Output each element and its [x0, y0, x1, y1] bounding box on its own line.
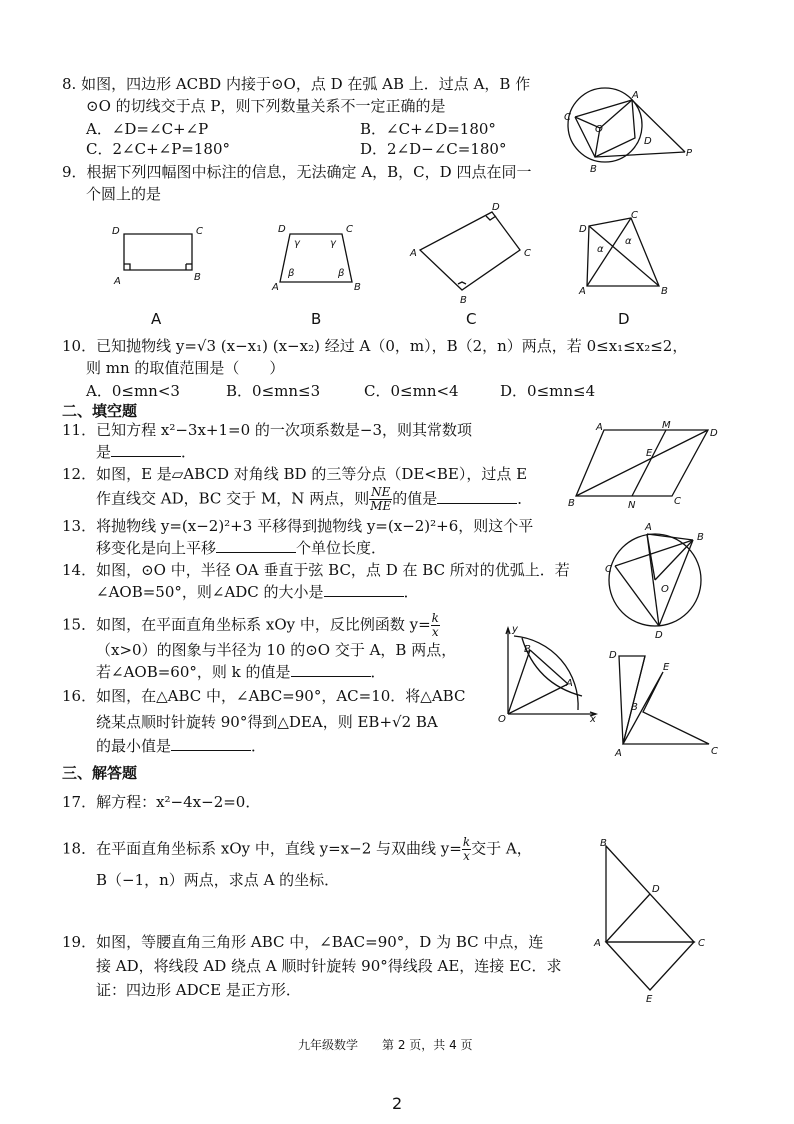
q9-figure-d: [575, 210, 675, 295]
q8-label-a: A: [632, 90, 639, 101]
q9c-label-b: B: [460, 295, 467, 306]
q9-figure-a: [108, 220, 218, 295]
q8-label-c: C: [564, 112, 571, 123]
q13-answer-blank[interactable]: [216, 538, 296, 553]
q12-line1: 12．如图，E 是▱ABCD 对角线 BD 的三等分点（DE<BE），过点 E: [62, 465, 528, 483]
q19-label-a: A: [594, 938, 601, 949]
q9a-label-a: A: [114, 276, 121, 287]
q14-answer-blank[interactable]: [324, 582, 404, 597]
q12-label-b: B: [568, 498, 575, 509]
q18-line1: [62, 836, 532, 863]
q12-figure: [568, 420, 718, 510]
q8-label-o: O: [595, 124, 603, 135]
q9c-label-c: C: [524, 248, 531, 259]
q15-answer-blank[interactable]: [291, 662, 371, 677]
q9d-label-b: B: [661, 286, 668, 297]
q13-line1: 13．将抛物线 y=(x−2)²+3 平移得到抛物线 y=(x−2)²+6，则这个平: [62, 517, 534, 535]
q19-line1: 19．如图，等腰直角三角形 ABC 中，∠BAC=90°，D 为 BC 中点，连: [62, 933, 544, 951]
q8-label-b: B: [590, 164, 597, 175]
q14-line2: ∠AOB=50°，则∠ADC 的大小是 ．: [96, 583, 419, 601]
q11-answer-blank[interactable]: [111, 442, 181, 457]
q14-label-c: C: [605, 564, 612, 575]
q15-line2: （x>0）的图象与半径为 10 的⊙O 交于 A，B 两点，: [96, 641, 457, 659]
q13-line2: [96, 538, 386, 558]
q11-line1: 11．已知方程 x²−3x+1=0 的一次项系数是−3，则其常数项: [62, 421, 473, 439]
q12-fraction-den: ME: [370, 499, 392, 513]
page-number: 2: [392, 1094, 403, 1113]
q10-option-a: A．0≤mn<3: [86, 382, 180, 400]
q15-line3: 若∠AOB=60°，则 k 的值是 ．: [96, 663, 386, 681]
q18-fraction-num: k: [462, 835, 471, 849]
q9-option-a-label: A: [151, 310, 162, 328]
q12-fraction: [369, 486, 392, 513]
q9-figure-b: [270, 218, 370, 298]
q9b-label-gamma-2: γ: [330, 238, 336, 249]
q9d-label-c: C: [631, 210, 638, 221]
q11-line2-text: 是: [96, 443, 112, 461]
q9a-label-b: B: [194, 272, 201, 283]
q15-fraction: [431, 612, 440, 639]
q19-line2: 接 AD，将线段 AD 绕点 A 顺时针旋转 90°得线段 AE，连接 EC．求: [96, 957, 562, 975]
q9-figure-c: [410, 200, 540, 305]
q12-line2a: 作直线交 AD，BC 交于 M，N 两点，则: [96, 489, 370, 508]
q10-option-b: B．0≤mn≤3: [226, 382, 321, 400]
q9c-label-a: A: [410, 248, 417, 259]
q16-line1: 16．如图，在△ABC 中，∠ABC=90°，AC=10．将△ABC: [62, 687, 466, 705]
q8-label-d: D: [644, 136, 652, 147]
q16-line3: 的最小值是 ．: [96, 737, 267, 755]
q9b-label-a: A: [272, 282, 279, 293]
q9b-label-beta-1: β: [288, 268, 295, 279]
q9a-label-d: D: [112, 226, 120, 237]
q9-option-d-label: D: [618, 310, 630, 328]
q16-label-a: A: [615, 748, 622, 759]
q13-line2a: 移变化是向上平移: [96, 539, 217, 557]
q8-option-c: C．2∠C+∠P=180°: [86, 140, 230, 158]
q15-fraction-num: k: [431, 611, 439, 625]
q9b-label-d: D: [278, 224, 286, 235]
q12-label-c: C: [674, 496, 681, 507]
q16-label-c: C: [711, 746, 718, 757]
q16-figure: [605, 644, 725, 759]
q15-label-o: O: [498, 714, 506, 725]
q14-figure: [605, 522, 715, 642]
q10-option-c: C．0≤mn<4: [364, 382, 459, 400]
q16-label-b: B: [631, 702, 638, 713]
q15-label-b: B: [524, 644, 531, 655]
q19-line3: 证：四边形 ADCE 是正方形．: [96, 981, 301, 999]
q9d-label-a: A: [579, 286, 586, 297]
q16-line3-text: 的最小值是: [96, 737, 172, 755]
q8-line2: ⊙O 的切线交于点 P，则下列数量关系不一定正确的是: [86, 97, 446, 115]
q9d-label-alpha-2: α: [625, 236, 632, 247]
q14-label-a: A: [645, 522, 652, 533]
q10-line2: 则 mn 的取值范围是（ ）: [86, 359, 285, 377]
q15-figure: [492, 624, 602, 734]
q12-line2: 作直线交 AD，BC 交于 M，N 两点，则 $\frac{NE}{ME}$ 的值是 ．: [96, 485, 533, 513]
q8-line1: 8. 如图，四边形 ACBD 内接于⊙O，点 D 在弧 AB 上．过点 A，B 作: [62, 75, 531, 93]
q16-line2: 绕某点顺时针旋转 90°得到△DEA，则 EB+√2 BA: [96, 713, 438, 731]
q9-option-c-label: C: [466, 310, 477, 328]
q12-label-e: E: [646, 448, 653, 459]
q12-fraction-num: NE: [371, 485, 391, 499]
page-footer: 九年级数学 第 2 页，共 4 页: [298, 1038, 473, 1052]
q18-fraction: [462, 836, 471, 863]
q19-label-c: C: [698, 938, 705, 949]
q8-label-p: P: [686, 148, 693, 159]
q8-option-b: B．∠C+∠D=180°: [360, 120, 496, 138]
q12-label-n: N: [628, 500, 636, 511]
q15-line1a: 15．如图，在平面直角坐标系 xOy 中，反比例函数 y=: [62, 615, 431, 634]
q8-figure: [560, 80, 710, 180]
q9c-label-d: D: [492, 202, 500, 213]
q19-label-b: B: [600, 838, 607, 849]
q8-option-d: D．2∠D−∠C=180°: [360, 140, 507, 158]
q18-line1b: 交于 A，: [471, 839, 532, 858]
q9-line2: 个圆上的是: [86, 185, 162, 203]
q9b-label-beta-2: β: [338, 268, 345, 279]
q12-label-m: M: [662, 420, 671, 431]
q12-label-d: D: [710, 428, 718, 439]
q11-line2: 是 ．: [96, 443, 197, 461]
q10-option-d: D．0≤mn≤4: [500, 382, 596, 400]
q16-label-d: D: [609, 650, 617, 661]
section-3-title: 三、解答题: [62, 764, 138, 782]
q12-answer-blank[interactable]: [437, 489, 517, 504]
q14-line1: 14．如图，⊙O 中，半径 OA 垂直于弦 BC，点 D 在 BC 所对的优弧上．若: [62, 561, 570, 579]
q9-option-b-label: B: [311, 310, 322, 328]
q10-line1: 10．已知抛物线 y=√3 (x−x₁) (x−x₂) 经过 A（0，m），B（2，n）两点，若 0≤x₁≤x₂≤2，: [62, 337, 688, 355]
q14-label-o: O: [661, 584, 669, 595]
q15-label-y: y: [512, 624, 518, 635]
q14-label-d: D: [655, 630, 663, 641]
q9b-label-gamma-1: γ: [294, 238, 300, 249]
q15-line1: [62, 612, 440, 639]
q9d-label-d: D: [579, 224, 587, 235]
q15-fraction-den: x: [431, 625, 439, 639]
q16-label-e: E: [663, 662, 670, 673]
q15-label-a: A: [566, 678, 573, 689]
q14-line2-text: ∠AOB=50°，则∠ADC 的大小是: [96, 583, 324, 601]
q9b-label-b: B: [354, 282, 361, 293]
q18-line1a: 18．在平面直角坐标系 xOy 中，直线 y=x−2 与双曲线 y=: [62, 839, 462, 858]
q19-label-e: E: [646, 994, 653, 1005]
q15-label-x: x: [590, 714, 596, 725]
q8-option-a: A．∠D=∠C+∠P: [86, 120, 209, 138]
q9b-label-c: C: [346, 224, 353, 235]
q19-label-d: D: [652, 884, 660, 895]
q9a-label-c: C: [196, 226, 203, 237]
q9d-label-alpha-1: α: [597, 244, 604, 255]
q19-figure: [592, 834, 712, 1004]
q12-line2b: 的值是: [392, 489, 438, 508]
q9-line1: 9．根据下列四幅图中标注的信息，无法确定 A，B，C，D 四点在同一: [62, 163, 532, 181]
section-2-title: 二、填空题: [62, 402, 138, 420]
q16-answer-blank[interactable]: [171, 736, 251, 751]
q18-line2: B（−1，n）两点，求点 A 的坐标．: [96, 871, 340, 889]
q14-label-b: B: [697, 532, 704, 543]
q12-label-a: A: [596, 422, 603, 433]
q18-fraction-den: x: [463, 849, 470, 863]
q17-text: 17．解方程：x²−4x−2=0．: [62, 793, 261, 811]
q13-line2b: 个单位长度．: [296, 539, 387, 557]
q15-line3-text: 若∠AOB=60°，则 k 的值是: [96, 663, 291, 681]
